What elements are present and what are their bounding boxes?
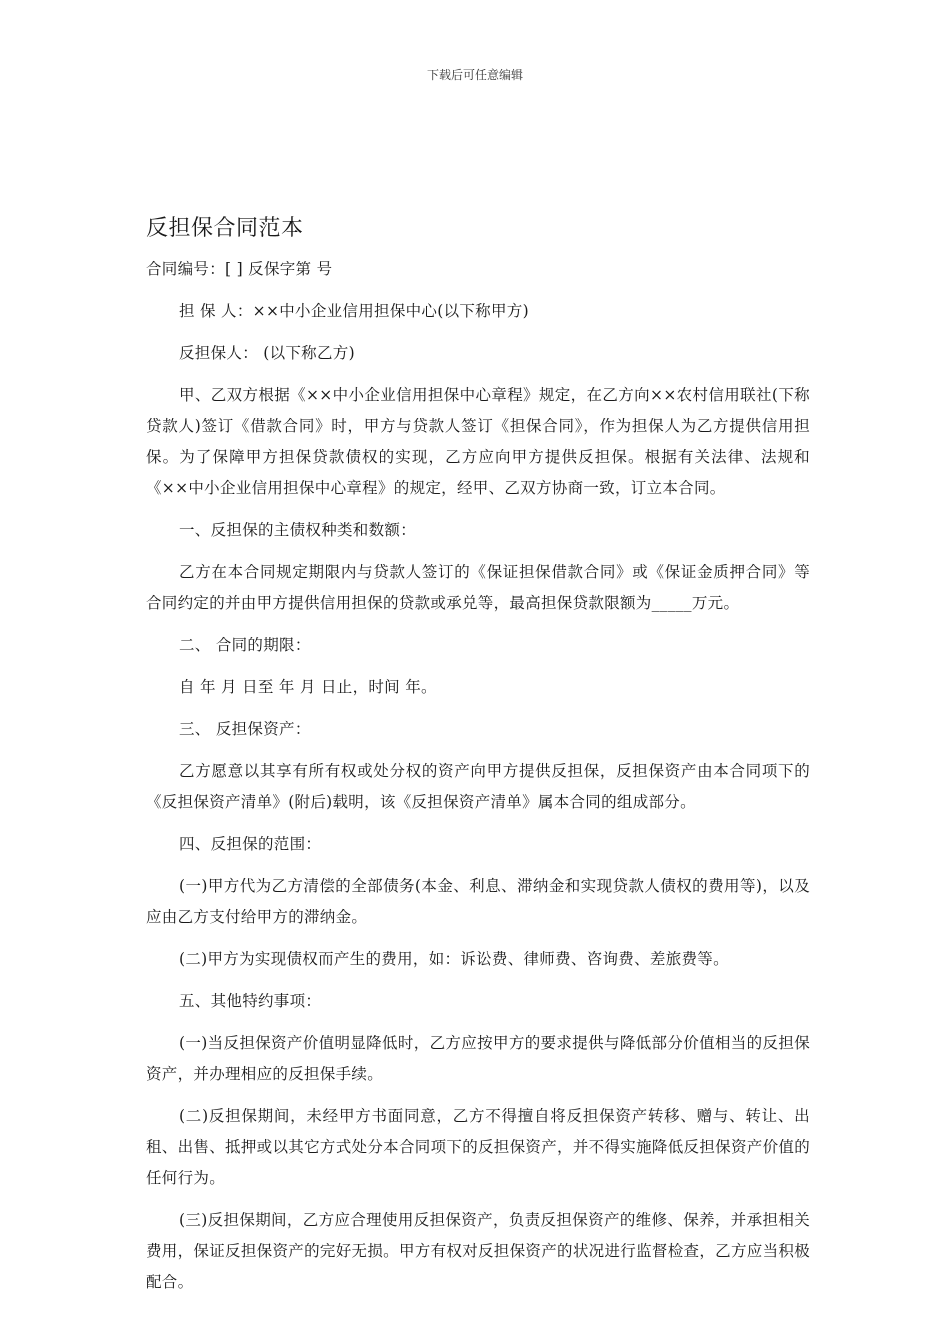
counter-guarantor-line: 反担保人： (以下称乙方) [179,344,355,362]
section-4-item-2: (二)甲方为实现债权而产生的费用，如：诉讼费、律师费、咨询费、差旅费等。 [179,950,729,968]
document-body [146,212,810,1309]
header-note: 下载后可任意编辑 [426,68,523,82]
section-5-item-3: (三)反担保期间，乙方应合理使用反担保资产，负责反担保资产的维修、保养，并承担相关费用，保证反担保资产的完好无损。甲方有权对反担保资产的状况进行监督检查，乙方应当积极配合。 [146,1211,810,1291]
section-3-heading: 三、 反担保资产： [179,720,311,738]
section-5-heading: 五、其他特约事项： [179,992,322,1010]
guarantor-line: 担 保 人：××中小企业信用担保中心(以下称甲方) [179,302,529,320]
section-2-heading: 二、 合同的期限： [179,636,311,654]
section-2-body: 自 年 月 日至 年 月 日止，时间 年。 [179,678,437,696]
section-3-body: 乙方愿意以其享有所有权或处分权的资产向甲方提供反担保，反担保资产由本合同项下的《反担保资产清单》(附后)载明，该《反担保资产清单》属本合同的组成部分。 [146,762,810,811]
contract-number: 合同编号：[ ] 反保字第 号 [146,260,333,278]
section-1-body: 乙方在本合同规定期限内与贷款人签订的《保证担保借款合同》或《保证金质押合同》等合同约定的并由甲方提供信用担保的贷款或承兑等，最高担保贷款限额为_____万元。 [146,563,810,612]
section-4-item-1: (一)甲方代为乙方清偿的全部债务(本金、利息、滞纳金和实现贷款人债权的费用等)，以及应由乙方支付给甲方的滞纳金。 [146,877,810,926]
section-5-item-1: (一)当反担保资产价值明显降低时，乙方应按甲方的要求提供与降低部分价值相当的反担保资产，并办理相应的反担保手续。 [146,1034,810,1083]
section-1-heading: 一、反担保的主债权种类和数额： [179,521,417,539]
section-5-item-2: (二)反担保期间，未经甲方书面同意，乙方不得擅自将反担保资产转移、赠与、转让、出租、出售、抵押或以其它方式处分本合同项下的反担保资产，并不得实施降低反担保资产价值的任何行为。 [146,1107,810,1187]
preamble-paragraph: 甲、乙双方根据《××中小企业信用担保中心章程》规定，在乙方向××农村信用联社(下称贷款人)签订《借款合同》时，甲方与贷款人签订《担保合同》，作为担保人为乙方提供信用担保。为了保障甲方担保贷款债权的实现，乙方应向甲方提供反担保。根据有关法律、法规和《××中小企业信用担保中心章程》的规定，经甲、乙双方协商一致，订立本合同。 [146,386,810,497]
section-4-heading: 四、反担保的范围： [179,835,322,853]
document-title: 反担保合同范本 [146,216,304,241]
